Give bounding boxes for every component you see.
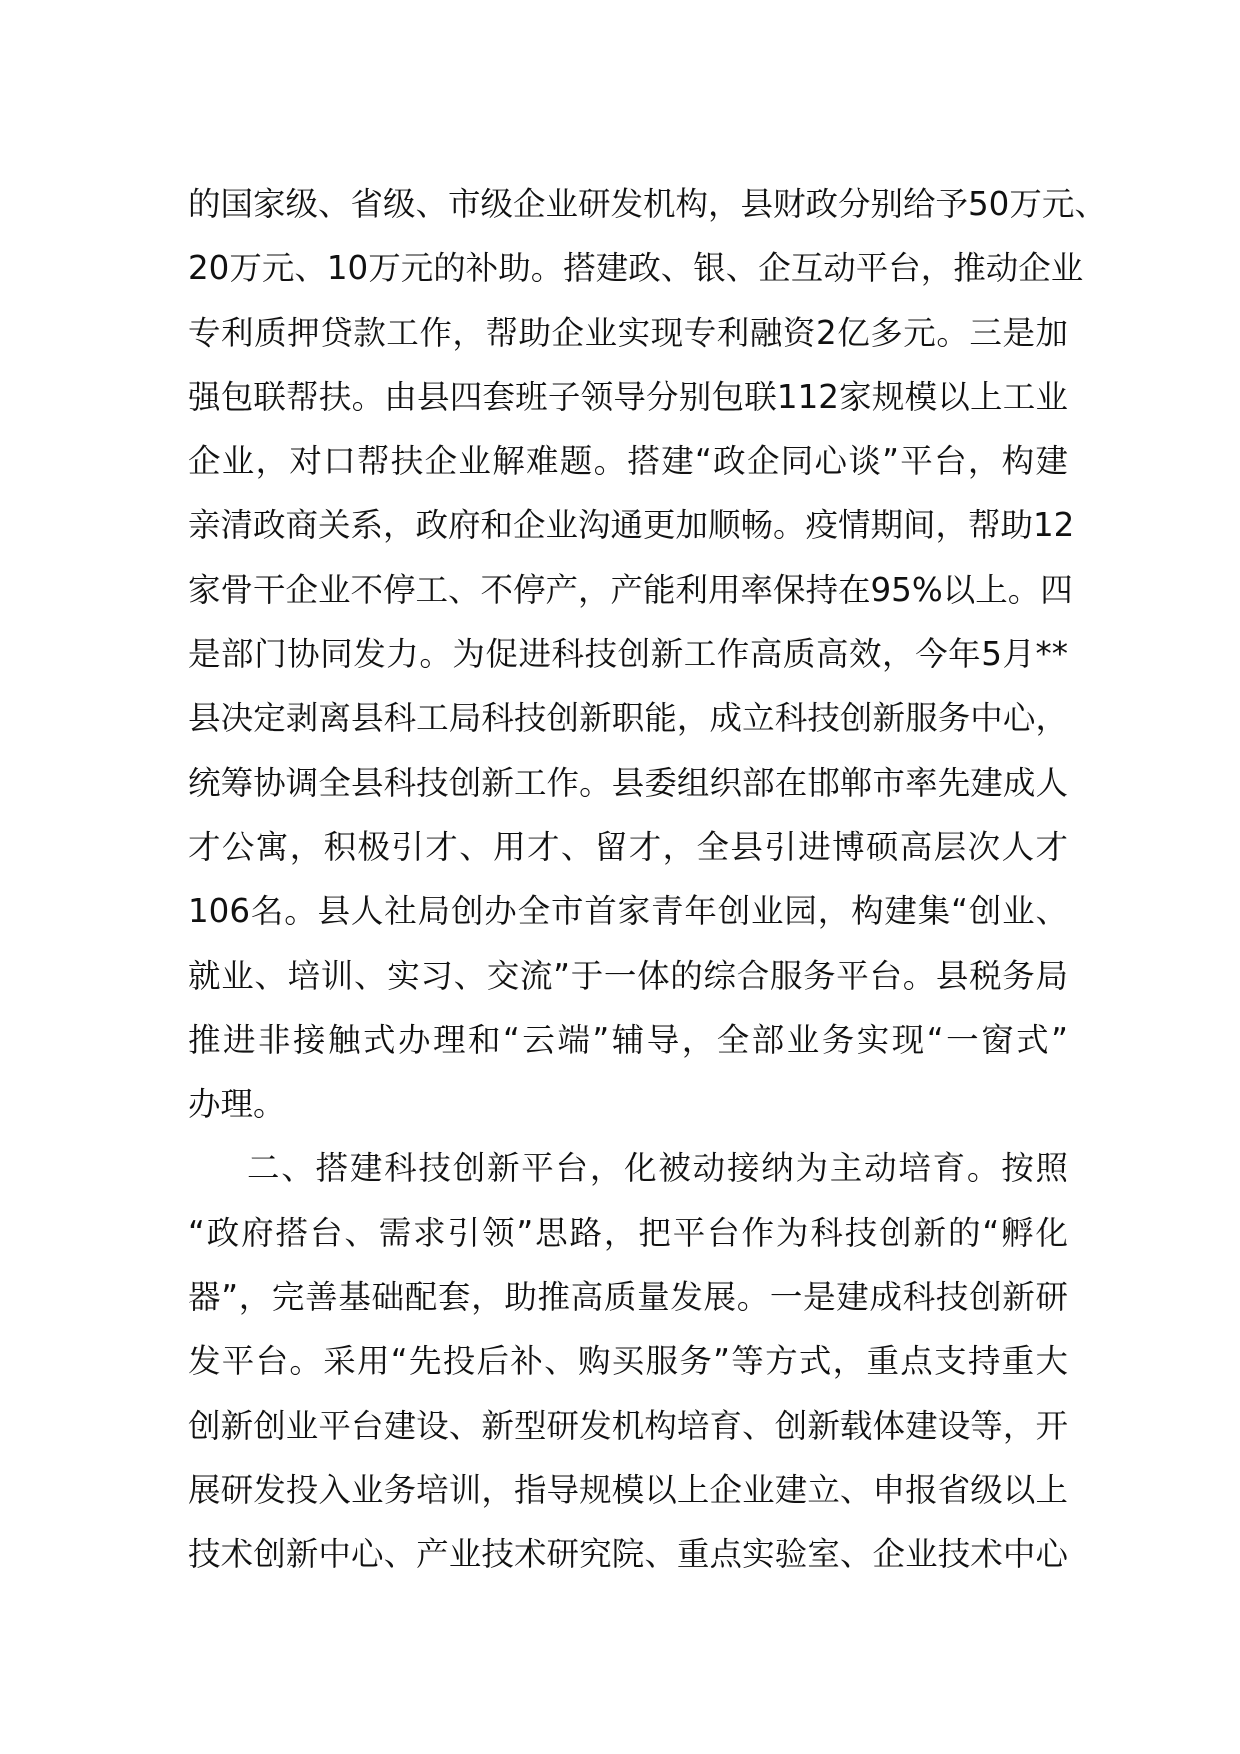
text-line: 推进非接触式办理和“云端”辅导，全部业务实现“一窗式” (188, 1020, 1068, 1059)
text-line: 专利质押贷款工作，帮助企业实现专利融资2亿多元。三是加 (188, 313, 1068, 352)
text-line: 创新创业平台建设、新型研发机构培育、创新载体建设等，开 (188, 1406, 1068, 1445)
text-line: 技术创新中心、产业技术研究院、重点实验室、企业技术中心 (188, 1535, 1068, 1574)
text-line: 20万元、10万元的补助。搭建政、银、企互动平台，推动企业 (188, 249, 1084, 288)
text-line: 家骨干企业不停工、不停产，产能利用率保持在95%以上。四 (188, 570, 1073, 609)
text-line: 统筹协调全县科技创新工作。县委组织部在邯郸市率先建成人 (188, 763, 1068, 802)
text-line: 强包联帮扶。由县四套班子领导分别包联112家规模以上工业 (188, 377, 1068, 416)
body-text (188, 172, 1107, 1587)
section-heading-line: 二、搭建科技创新平台，化被动接纳为主动培育。按照 (247, 1149, 1068, 1188)
text-line: 106名。县人社局创办全市首家青年创业园，构建集“创业、 (188, 892, 1068, 931)
text-line: 的国家级、省级、市级企业研发机构，县财政分别给予50万元、 (188, 185, 1107, 223)
paragraph-end-line: 办理。 (188, 1085, 286, 1124)
text-line: 展研发投入业务培训，指导规模以上企业建立、申报省级以上 (188, 1470, 1068, 1509)
text-line: 亲清政商关系，政府和企业沟通更加顺畅。疫情期间，帮助12 (188, 506, 1075, 545)
text-line: 县决定剥离县科工局科技创新职能，成立科技创新服务中心， (188, 699, 1068, 738)
text-line: 器”，完善基础配套，助推高质量发展。一是建成科技创新研 (188, 1278, 1068, 1317)
text-line: 发平台。采用“先投后补、购买服务”等方式，重点支持重大 (188, 1342, 1068, 1381)
text-line: 企业，对口帮扶企业解难题。搭建“政企同心谈”平台，构建 (188, 442, 1068, 481)
text-line: “政府搭台、需求引领”思路，把平台作为科技创新的“孵化 (188, 1213, 1068, 1252)
text-line: 才公寓，积极引才、用才、留才，全县引进博硕高层次人才 (188, 827, 1068, 866)
text-line: 就业、培训、实习、交流”于一体的综合服务平台。县税务局 (188, 956, 1068, 995)
text-line: 是部门协同发力。为促进科技创新工作高质高效，今年5月** (188, 635, 1068, 674)
